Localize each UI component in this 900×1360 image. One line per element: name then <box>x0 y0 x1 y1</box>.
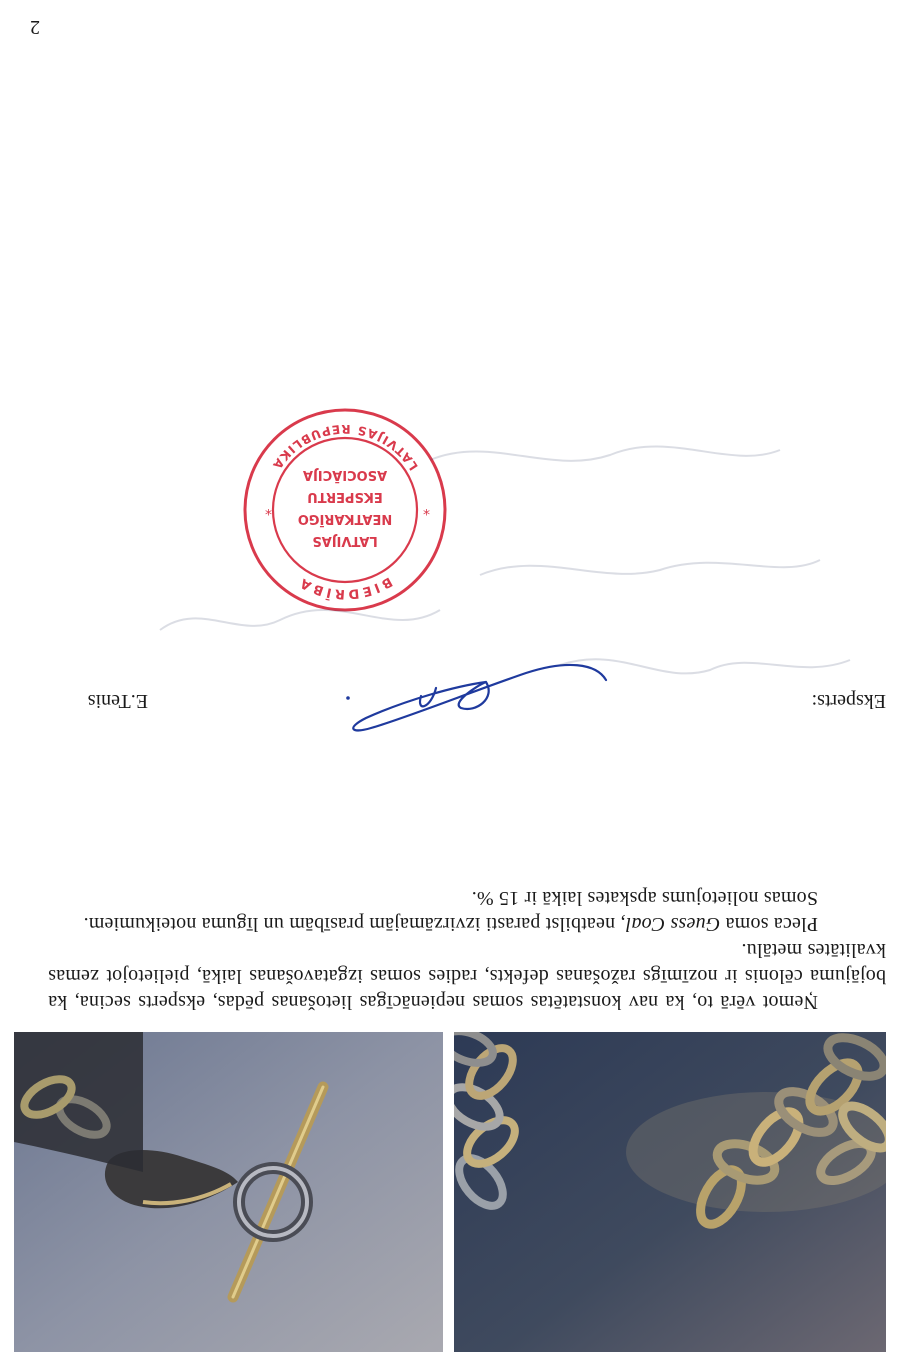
stamp-outer-top: BIEDRĪBA <box>295 573 395 602</box>
chain-links-photo <box>454 1032 886 1352</box>
conformity-text-end: neatbilst parasti izvirzāmajām prasībām un līguma noteikumiem. <box>83 913 621 935</box>
page-number: 2 <box>30 16 40 38</box>
conformity-text-start: Pleca soma <box>720 913 818 935</box>
photo-row <box>14 1032 886 1352</box>
conclusion-text <box>48 885 886 1015</box>
faint-handwriting <box>140 360 860 680</box>
svg-text:*: * <box>265 501 272 517</box>
signature-label: Eksperts: <box>811 690 886 712</box>
stamp-line-3: EKSPERTU <box>307 489 383 504</box>
wear-paragraph: Somas nolietojums apskates laikā ir 15 %. <box>471 887 818 909</box>
brand-name: Guess Coal, <box>620 913 721 935</box>
stamp-line-1: LATVIJAS <box>312 533 378 548</box>
conclusion-paragraph: Ņemot vērā to, ka nav konstatētas somas nepienācīgas lietošanas pēdas, eksperts secina, ka bojājuma cēlonis ir nozīmīgs ražošanas defekts, radies somas izgatavošanas laikā, pielietojot zemas kvalitātes metālu. <box>48 939 886 1013</box>
stamp-outer-bottom: LATVIJAS REPUBLIKA <box>269 421 421 474</box>
stamp-line-4: ASOCIĀCIJA <box>302 467 388 482</box>
toggle-clasp-photo <box>14 1032 443 1352</box>
stamp-line-2: NEATKARĪGO <box>297 511 393 526</box>
expert-name: E.Tenis <box>87 690 148 712</box>
svg-text:*: * <box>423 501 430 517</box>
conformity-paragraph <box>48 911 886 937</box>
